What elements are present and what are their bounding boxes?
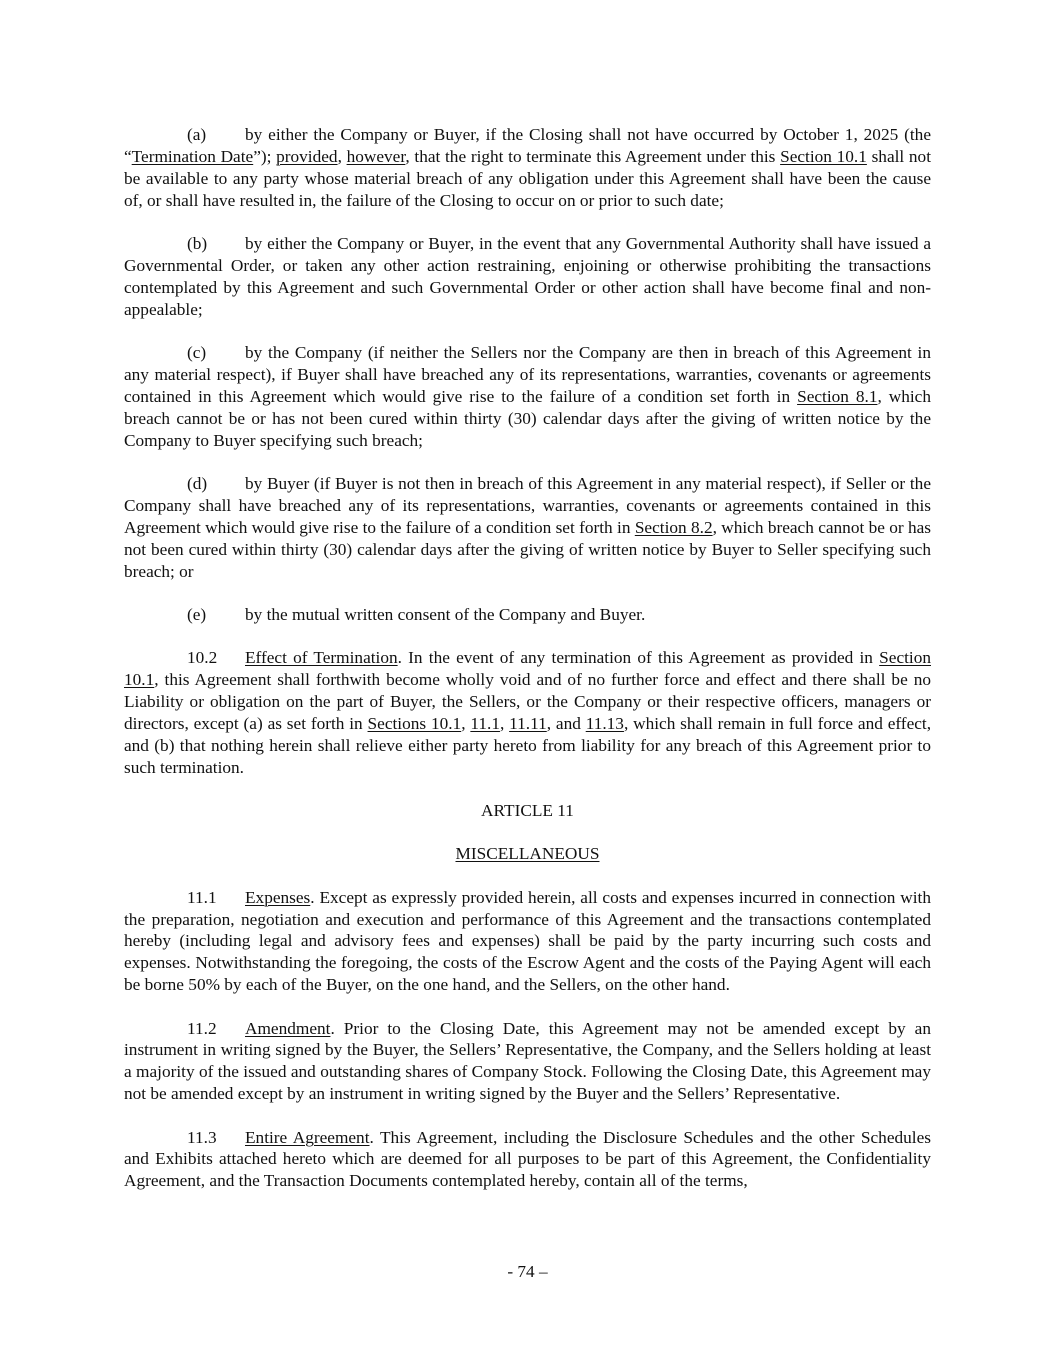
document-page [124,124,931,1214]
section-10-2-sep-2: , [499,713,510,733]
paragraph-c-text-1: by the Company (if neither the Sellers nor the Company are then in breach of this Agreement in any material respect), if Buyer shall have breached any of its representations, warranties, covenants or agreements contained in this Agreement which would give rise to the failure of a condition set forth in [124,343,931,406]
section-11-13-reference: 11.13 [585,713,624,733]
paragraph-a-text-2: ”); [253,146,277,166]
termination-date-defined-term: Termination Date [131,146,254,166]
section-11-1-reference: 11.1 [470,713,500,733]
paragraph-a [124,124,931,212]
paragraph-a-comma: , [337,146,347,166]
section-11-3-heading: Entire Agreement [245,1127,370,1147]
however-term: however [346,146,406,166]
paragraph-a-number: (a) [187,125,207,144]
paragraph-a-text-3: , that the right to terminate this Agreement under this [405,146,781,166]
provided-term: provided [276,146,338,166]
article-number: ARTICLE 11 [481,801,574,820]
paragraph-d [124,473,931,583]
section-8-1-reference: Section 8.1 [797,386,878,406]
section-11-3 [124,1127,931,1193]
section-10-2-number: 10.2 [187,648,218,668]
paragraph-e [124,604,931,626]
paragraph-b-text: by either the Company or Buyer, in the event that any Governmental Authority shall have issued a Governmental Order, or taken any other action restraining, enjoining or otherwise prohibiting the transactions contemplated by this Agreement and such Governmental Order or other action shall have become final and non-appealable; [124,234,931,319]
paragraph-a-text-1: by either the Company or Buyer, if the Closing shall not have occurred by October 1, 2025 (the “ [124,125,931,166]
paragraph-d-text-1: by Buyer (if Buyer is not then in breach of this Agreement in any material respect), if Seller or the Company shall have breached any of its representations, warranties, covenants or agreements contained in this Agreement which would give rise to the failure of a condition set forth in [124,473,931,537]
paragraph-a-text-4: shall not be available to any party whose material breach of any obligation under this Agreement shall have been the cause of, or shall have resulted in, the failure of the Closing to occur on or prior to such date; [124,146,931,210]
paragraph-c [124,342,931,452]
section-11-2-text: . Prior to the Closing Date, this Agreement may not be amended except by an instrument in writing signed by the Buyer, the Sellers’ Representative, the Company, and the Sellers holding at least a majority of the issued and outstanding shares of Company Stock. Following the Closing Date, this Agreement may not be amended except by an instrument in writing signed by the Buyer and the Sellers’ Representative. [124,1018,931,1104]
section-11-1-heading: Expenses [245,887,311,907]
paragraph-b-number: (b) [187,234,208,254]
section-11-2-heading: Amendment [245,1018,331,1038]
section-11-1-text: . Except as expressly provided herein, all costs and expenses incurred in connection with the preparation, negotiation and execution and performance of this Agreement and the transactions contemplated hereby (including legal and advisory fees and expenses) shall be paid by the party incurring such costs and expenses. Notwithstanding the foregoing, the costs of the Escrow Agent and the costs of the Paying Agent will each be borne 50% by each of the Buyer, on the one hand, and the Sellers, on the other hand. [124,887,931,995]
section-11-3-text: . This Agreement, including the Disclosure Schedules and the other Schedules and Exhibits attached hereto which are deemed for all purposes to be part of this Agreement, the Confidentiality Agreement, and the Transaction Documents contemplated hereby, contain all of the terms, [124,1127,931,1191]
paragraph-d-text-2: , which breach cannot be or has not been cured within thirty (30) calendar days after the giving of written notice by Buyer to Seller specifying such breach; or [124,517,932,581]
page-number: - 74 – [507,1262,548,1281]
sections-10-1-reference: Sections 10.1 [367,713,462,733]
paragraph-d-number: (d) [187,473,208,493]
section-11-1-number: 11.1 [187,887,217,907]
section-10-1-reference: Section 10.1 [780,146,867,166]
section-10-2-text-2: , this Agreement shall forthwith become wholly void and of no further force and effect and there shall be no Liability or obligation on the part of Buyer, the Sellers, or the Company or their respective officers, managers or directors, except (a) as set forth in [124,670,931,733]
paragraph-b [124,233,931,321]
section-10-2 [124,647,931,778]
article-title: MISCELLANEOUS [455,844,600,864]
section-11-2-number: 11.2 [187,1018,217,1038]
paragraph-c-text-2: , which breach cannot be or has not been cured within thirty (30) calendar days after the giving of written notice by the Company to Buyer specifying such breach; [124,386,931,450]
section-10-2-sep-1: , [461,713,471,733]
section-10-2-sep-3: , and [546,713,586,733]
paragraph-e-number: (e) [187,604,207,624]
section-11-1 [124,887,931,997]
section-11-11-reference: 11.11 [509,713,547,733]
paragraph-e-text: by the mutual written consent of the Company and Buyer. [245,604,646,624]
section-10-2-text-1: . In the event of any termination of this Agreement as provided in [397,648,880,668]
section-11-2 [124,1018,931,1106]
section-11-3-number: 11.3 [187,1127,217,1147]
section-10-1-reference-2: Section 10.1 [124,648,931,690]
section-10-2-text-3: , which shall remain in full force and effect, and (b) that nothing herein shall relieve either party hereto from liability for any breach of this Agreement prior to such termination. [124,713,932,777]
section-8-2-reference: Section 8.2 [634,517,713,537]
paragraph-c-number: (c) [187,343,207,363]
article-title-wrap [124,843,931,865]
section-10-2-heading: Effect of Termination [245,648,398,668]
